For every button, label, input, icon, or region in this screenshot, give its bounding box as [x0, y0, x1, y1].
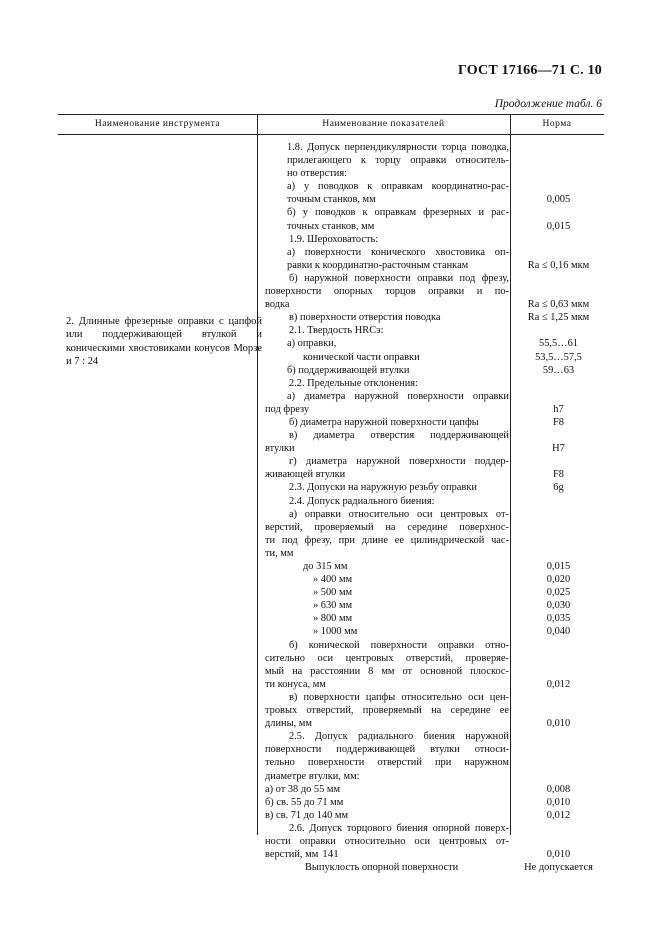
table-row — [265, 351, 604, 364]
table-row — [265, 455, 604, 468]
table-row — [265, 311, 604, 324]
table-row — [265, 547, 604, 560]
table-row — [265, 796, 604, 809]
column-header-parameters: Наименование показателей — [322, 119, 445, 129]
parameter-text: б) наружной поверхности оправки под фрезу, — [289, 272, 509, 284]
parameter-text: » 800 мм — [313, 613, 353, 625]
norm-value: 0,025 — [546, 587, 571, 599]
parameter-text: Выпуклость опорной поверхности — [305, 862, 459, 874]
norm-value: h7 — [553, 403, 564, 415]
table-row — [265, 180, 604, 193]
norm-value: 0,030 — [546, 600, 571, 612]
table-row — [265, 704, 604, 717]
parameter-text: прилегающего к торцу оправки относитель- — [287, 155, 509, 167]
standard-header: ГОСТ 17166—71 С. 10 — [458, 63, 602, 78]
parameter-text: » 400 мм — [313, 574, 353, 586]
table-row — [265, 534, 604, 547]
parameter-text: в) поверхности цапфы относительно оси цен- — [289, 691, 509, 703]
norm-value: 0,040 — [546, 626, 571, 638]
parameter-text: а) оправки, — [287, 338, 337, 350]
table-row — [265, 377, 604, 390]
parameter-text: » 1000 мм — [313, 626, 358, 638]
parameter-text: ти конуса, мм — [265, 678, 326, 690]
parameter-text: конической части оправки — [303, 351, 420, 363]
parameter-text: под фрезу — [265, 403, 310, 415]
parameter-text: мый на расстоянии 8 мм от основной плоскос- — [265, 665, 509, 677]
table-row — [265, 167, 604, 180]
parameter-text: б) конической поверхности оправки отно- — [289, 639, 509, 651]
parameter-text: втулки — [265, 443, 295, 455]
table-row — [265, 324, 604, 337]
parameter-text: 2.4. Допуск радиального биения: — [289, 495, 435, 507]
parameter-text: 2.6. Допуск торцового биения опорной поверх- — [289, 822, 509, 834]
parameter-text: 1.8. Допуск перпендикулярности торца поводка, — [287, 142, 509, 153]
norm-value: 6g — [553, 482, 564, 494]
column-header-tool: Наименование инструмента — [94, 119, 221, 129]
norm-value: H7 — [552, 443, 565, 455]
norm-value: 0,010 — [546, 796, 571, 808]
table-row — [265, 154, 604, 167]
parameter-text: верстий, мм — [265, 849, 319, 861]
parameter-text: водка — [265, 299, 290, 311]
parameter-text: до 315 мм — [303, 561, 348, 572]
table-row — [265, 481, 604, 494]
norm-value: 59…63 — [542, 364, 575, 376]
parameter-text: г) диаметра наружной поверхности поддер- — [289, 456, 509, 468]
column-header-norm: Норма — [542, 119, 572, 129]
table-row — [265, 560, 604, 573]
parameter-text: а) от 38 до 55 мм — [265, 783, 341, 795]
parameter-text: » 500 мм — [313, 587, 353, 599]
table-row — [265, 639, 604, 652]
parameter-text: а) у поводков к оправкам координатно-рас- — [287, 181, 509, 193]
table-row — [265, 429, 604, 442]
norm-value: 0,035 — [546, 613, 571, 625]
parameter-text: в) поверхности отверстия поводка — [289, 312, 441, 324]
parameter-text: ности оправки относительно оси центровых от- — [265, 835, 509, 847]
parameter-text: поверхности опорных торцов оправки и по- — [265, 286, 509, 298]
table-row — [265, 599, 604, 612]
table-row — [265, 141, 604, 154]
parameter-text: точным станков, мм — [287, 194, 376, 206]
parameter-text: 2.3. Допуски на наружную резьбу оправки — [289, 482, 477, 494]
parameter-text: поверхности поддерживающей втулки относи- — [265, 744, 509, 756]
parameter-text: 2.5. Допуск радиального биения наружной — [289, 731, 509, 743]
norm-value: Ra ≤ 1,25 мкм — [527, 312, 590, 324]
parameter-text: верстий, проверяемый на середине поверхнос- — [265, 521, 509, 533]
parameter-text: 2.1. Твердость HRCэ: — [289, 325, 384, 337]
table-row — [265, 285, 604, 298]
table-row — [265, 665, 604, 678]
norm-value: F8 — [553, 416, 564, 428]
table-row — [265, 717, 604, 730]
norm-value: 0,005 — [546, 194, 571, 206]
table-row — [265, 272, 604, 285]
table-row — [265, 861, 604, 874]
table-body — [265, 141, 604, 874]
table-row — [265, 246, 604, 259]
table-row — [265, 298, 604, 311]
norm-value: F8 — [553, 469, 564, 481]
table-row — [265, 822, 604, 835]
norm-value: 0,015 — [546, 561, 571, 572]
parameter-text: диаметре втулки, мм: — [265, 770, 360, 782]
table-row — [265, 495, 604, 508]
norm-value: 0,010 — [546, 718, 571, 730]
parameter-text: б) у поводков к оправкам фрезерных и рас- — [287, 207, 509, 219]
table-row — [265, 193, 604, 206]
table-row — [265, 809, 604, 822]
table-row — [265, 783, 604, 796]
table-row — [265, 770, 604, 783]
parameter-text: а) диаметра наружной поверхности оправки — [287, 390, 509, 402]
norm-value: Ra ≤ 0,63 мкм — [527, 299, 590, 311]
norm-value: 0,008 — [546, 783, 571, 795]
table-row — [265, 416, 604, 429]
table-row — [265, 586, 604, 599]
parameter-text: » 630 мм — [313, 600, 353, 612]
table-row — [265, 756, 604, 769]
table-row — [265, 652, 604, 665]
table-row — [265, 730, 604, 743]
parameter-text: в) диаметра отверстия поддерживающей — [289, 430, 509, 442]
table-row — [265, 364, 604, 377]
table-row — [265, 743, 604, 756]
table-row — [265, 442, 604, 455]
table-row — [265, 337, 604, 350]
table-continuation-label: Продолжение табл. 6 — [494, 98, 602, 110]
table-row — [265, 691, 604, 704]
parameter-text: точных станков, мм — [287, 220, 375, 232]
table-row — [265, 678, 604, 691]
norm-value: Ra ≤ 0,16 мкм — [527, 259, 590, 271]
parameter-text: живающей втулки — [265, 469, 346, 481]
table-row — [265, 220, 604, 233]
parameter-text: 2.2. Предельные отклонения: — [289, 377, 418, 389]
tool-name-cell: 2. Длинные фрезерные оправки с цапфой или поддерживающей втулкой и коническими хвостовиками конусов Морзе и 7 : 24 — [66, 316, 262, 368]
table-top-rule — [58, 114, 604, 115]
table-row — [265, 625, 604, 638]
table-row — [265, 835, 604, 848]
norm-value: Не допускается — [524, 862, 593, 874]
table-row — [265, 573, 604, 586]
norm-value: 53,5…57,5 — [535, 351, 582, 363]
table-row — [265, 259, 604, 272]
parameter-text: но отверстия: — [287, 168, 347, 180]
table-header-rule — [58, 134, 604, 135]
table-row — [265, 233, 604, 246]
norm-value: 0,012 — [546, 678, 571, 690]
parameter-text: 1.9. Шероховатость: — [289, 233, 379, 245]
norm-value: 0,012 — [546, 809, 571, 821]
parameter-text: б) диаметра наружной поверхности цапфы — [289, 416, 479, 428]
table-row — [265, 403, 604, 416]
parameter-text: б) св. 55 до 71 мм — [265, 796, 344, 808]
norm-value: 0,015 — [546, 220, 571, 232]
column-divider-1 — [257, 114, 258, 835]
parameter-text: в) св. 71 до 140 мм — [265, 809, 349, 821]
norm-value: 0,020 — [546, 574, 571, 586]
norm-value: 55,5…61 — [539, 338, 578, 350]
norm-value: 0,010 — [546, 849, 571, 861]
page-number: 141 — [322, 848, 339, 860]
parameter-text: тельно поверхности отверстий при наружном — [265, 757, 509, 769]
table-row — [265, 521, 604, 534]
parameter-text: длины, мм — [265, 718, 312, 730]
parameter-text: ти под фрезу, при длине ее цилиндрической час- — [265, 534, 509, 546]
table-row — [265, 508, 604, 521]
table-row — [265, 612, 604, 625]
parameter-text: а) поверхности конического хвостовика оп- — [287, 246, 509, 258]
table-row — [265, 468, 604, 481]
parameter-text: ти, мм — [265, 547, 294, 559]
parameter-text: тровых отверстий, проверяемый на середине ее — [265, 705, 509, 717]
parameter-text: а) оправки относительно оси центровых от- — [289, 508, 509, 520]
table-row — [265, 390, 604, 403]
table-row — [265, 206, 604, 219]
parameter-text: б) поддерживающей втулки — [287, 364, 410, 376]
parameter-text: равки к координатно-расточным станкам — [287, 259, 469, 271]
parameter-text: сительно оси центровых отверстий, проверяе- — [265, 652, 509, 664]
